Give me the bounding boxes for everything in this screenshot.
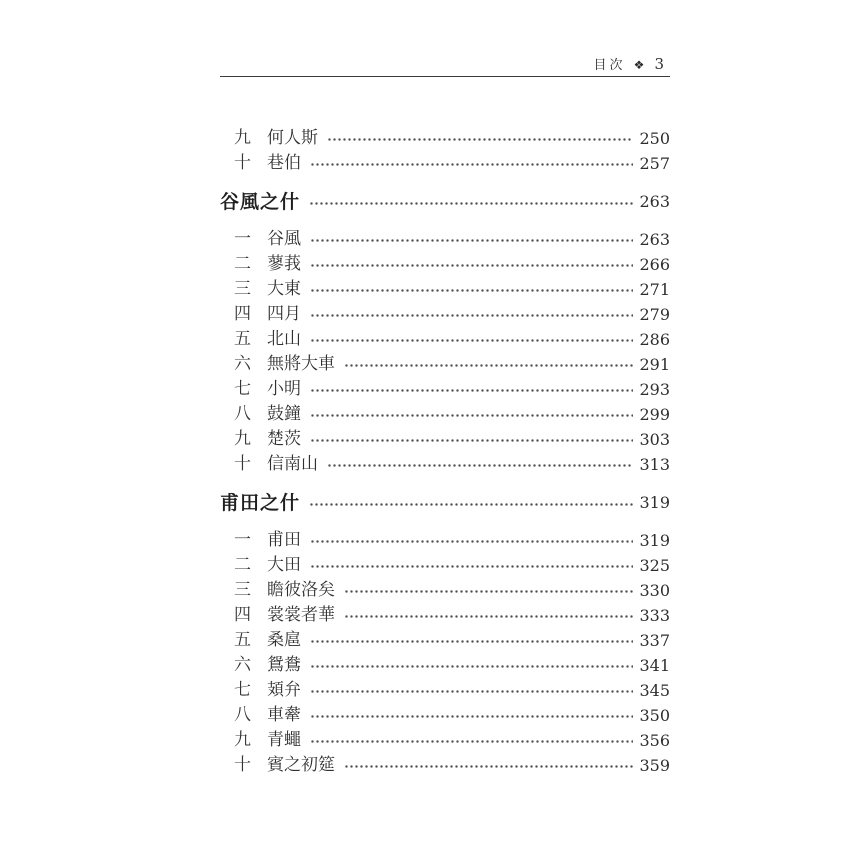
item-number: 九 [234, 730, 251, 750]
section-heading-title: 甫田之什 [220, 492, 301, 514]
leader-dots [309, 528, 633, 553]
item-page-number: 341 [639, 656, 670, 675]
toc-item-row [220, 352, 670, 377]
item-title: 頍弁 [267, 680, 301, 700]
leader-dots [309, 427, 633, 452]
item-number: 三 [234, 580, 251, 600]
item-title: 楚茨 [267, 429, 301, 449]
item-title: 何人斯 [267, 128, 318, 148]
item-title: 谷風 [267, 229, 301, 249]
section-page-number: 319 [639, 493, 670, 512]
item-title: 巷伯 [267, 153, 301, 173]
item-page-number: 266 [639, 255, 670, 274]
page-header [220, 0, 670, 77]
toc-item-row [220, 277, 670, 302]
item-title: 小明 [267, 379, 301, 399]
leader-dots [309, 277, 633, 302]
leader-dots [309, 252, 633, 277]
item-page-number: 291 [639, 355, 670, 374]
item-page-number: 356 [639, 731, 670, 750]
item-title: 賓之初筵 [267, 755, 335, 775]
item-number: 九 [234, 429, 251, 449]
item-page-number: 303 [639, 430, 670, 449]
running-head-page-number: 3 [654, 55, 664, 73]
toc-item-row [220, 302, 670, 327]
item-page-number: 345 [639, 681, 670, 700]
leader-dots [309, 302, 633, 327]
item-page-number: 286 [639, 330, 670, 349]
item-number: 九 [234, 128, 251, 148]
toc-item-row [220, 528, 670, 553]
item-page-number: 313 [639, 455, 670, 474]
item-title: 甫田 [267, 530, 301, 550]
item-page-number: 325 [639, 556, 670, 575]
toc-item-row [220, 452, 670, 477]
item-page-number: 293 [639, 380, 670, 399]
item-title: 四月 [267, 304, 301, 324]
leader-dots [309, 402, 633, 427]
item-number: 二 [234, 254, 251, 274]
item-title: 鴛鴦 [267, 655, 301, 675]
item-page-number: 263 [639, 230, 670, 249]
leader-dots [308, 490, 633, 516]
leader-dots [309, 327, 633, 352]
toc-item-row [220, 252, 670, 277]
item-number: 一 [234, 229, 251, 249]
item-number: 八 [234, 404, 251, 424]
item-page-number: 319 [639, 531, 670, 550]
item-number: 五 [234, 630, 251, 650]
leader-dots [309, 151, 633, 176]
item-number: 七 [234, 680, 251, 700]
toc-item-row [220, 703, 670, 728]
leader-dots [309, 703, 633, 728]
leader-dots [309, 377, 633, 402]
running-head-title: 目次 [593, 58, 626, 73]
leader-dots [309, 678, 633, 703]
toc-item-row [220, 427, 670, 452]
item-number: 一 [234, 530, 251, 550]
item-number: 八 [234, 705, 251, 725]
item-page-number: 250 [639, 129, 670, 148]
toc-item-row [220, 402, 670, 427]
toc-item-row [220, 377, 670, 402]
item-page-number: 299 [639, 405, 670, 424]
toc-item-row [220, 728, 670, 753]
section-heading-row [220, 189, 670, 215]
item-number: 六 [234, 655, 251, 675]
ornament-icon: ❖ [633, 58, 645, 72]
item-title: 裳裳者華 [267, 605, 335, 625]
toc-item-row [220, 553, 670, 578]
item-title: 蓼莪 [267, 254, 301, 274]
item-title: 信南山 [267, 454, 318, 474]
section-heading-title: 谷風之什 [220, 191, 301, 213]
leader-dots [343, 603, 633, 628]
item-number: 七 [234, 379, 251, 399]
item-number: 五 [234, 329, 251, 349]
running-head [220, 54, 670, 73]
leader-dots [309, 553, 633, 578]
toc-item-row [220, 151, 670, 176]
item-title: 瞻彼洛矣 [267, 580, 335, 600]
leader-dots [343, 578, 633, 603]
leader-dots [309, 728, 633, 753]
item-title: 桑扈 [267, 630, 301, 650]
page-content [220, 0, 670, 778]
toc-item-row [220, 227, 670, 252]
toc-item-row [220, 628, 670, 653]
item-number: 四 [234, 304, 251, 324]
toc-item-row [220, 578, 670, 603]
toc-list [220, 126, 670, 778]
section-heading-row [220, 490, 670, 516]
item-page-number: 279 [639, 305, 670, 324]
leader-dots [343, 352, 633, 377]
leader-dots [326, 452, 633, 477]
item-title: 青蠅 [267, 730, 301, 750]
item-page-number: 330 [639, 581, 670, 600]
section-page-number: 263 [639, 192, 670, 211]
toc-item-row [220, 126, 670, 151]
item-number: 三 [234, 279, 251, 299]
item-page-number: 337 [639, 631, 670, 650]
item-number: 二 [234, 555, 251, 575]
item-title: 車舝 [267, 705, 301, 725]
leader-dots [309, 653, 633, 678]
leader-dots [326, 126, 633, 151]
toc-item-row [220, 653, 670, 678]
toc-item-row [220, 753, 670, 778]
item-page-number: 359 [639, 756, 670, 775]
toc-item-row [220, 603, 670, 628]
item-title: 無將大車 [267, 354, 335, 374]
item-number: 十 [234, 454, 251, 474]
item-number: 十 [234, 153, 251, 173]
header-rule [220, 76, 670, 77]
item-title: 大田 [267, 555, 301, 575]
item-title: 大東 [267, 279, 301, 299]
leader-dots [309, 227, 633, 252]
item-title: 北山 [267, 329, 301, 349]
item-number: 六 [234, 354, 251, 374]
leader-dots [343, 753, 633, 778]
item-page-number: 271 [639, 280, 670, 299]
item-page-number: 350 [639, 706, 670, 725]
item-number: 四 [234, 605, 251, 625]
item-number: 十 [234, 755, 251, 775]
toc-item-row [220, 327, 670, 352]
leader-dots [309, 628, 633, 653]
toc-item-row [220, 678, 670, 703]
item-page-number: 257 [639, 154, 670, 173]
leader-dots [308, 189, 633, 215]
item-title: 鼓鐘 [267, 404, 301, 424]
item-page-number: 333 [639, 606, 670, 625]
